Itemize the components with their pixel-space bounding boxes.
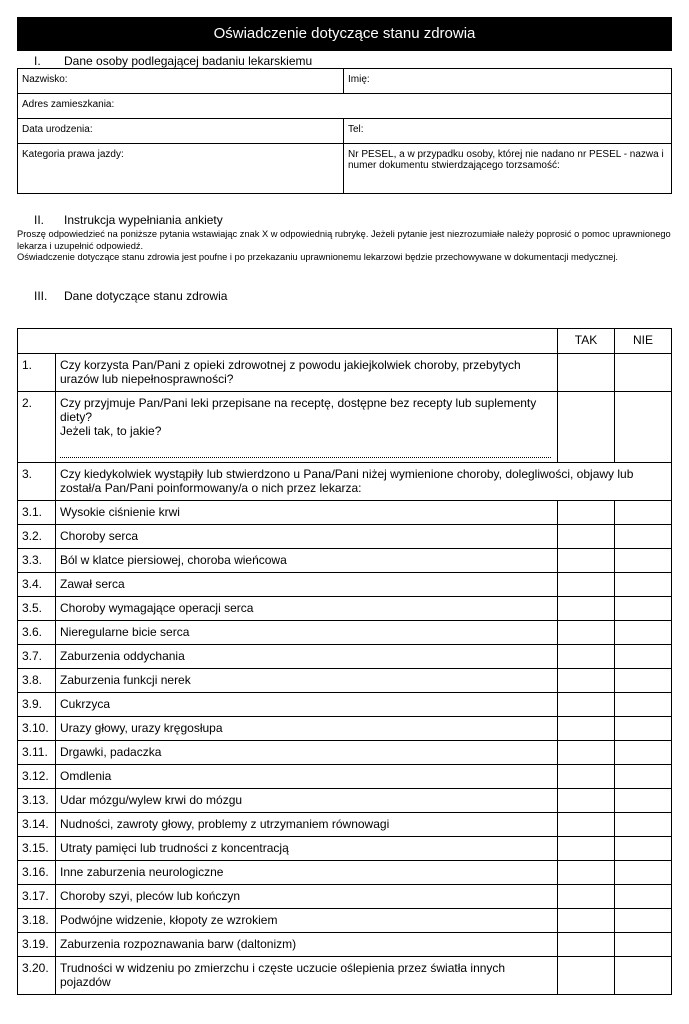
question-row — [18, 549, 672, 573]
item-number: 3.20. — [18, 957, 56, 995]
item-text: Zawał serca — [56, 573, 558, 597]
yes-checkbox[interactable] — [558, 909, 615, 933]
yes-checkbox[interactable] — [558, 741, 615, 765]
item-text: Choroby wymagające operacji serca — [56, 597, 558, 621]
no-checkbox[interactable] — [615, 392, 672, 463]
item-number: 3.10. — [18, 717, 56, 741]
yes-checkbox[interactable] — [558, 501, 615, 525]
item-number: 3.17. — [18, 885, 56, 909]
item-text: Zaburzenia funkcji nerek — [56, 669, 558, 693]
question-row — [18, 765, 672, 789]
table-header-row — [18, 329, 672, 354]
question-row — [18, 837, 672, 861]
question-number: 3. — [18, 463, 56, 501]
yes-checkbox[interactable] — [558, 597, 615, 621]
question-row-3 — [18, 463, 672, 501]
yes-checkbox[interactable] — [558, 861, 615, 885]
yes-checkbox[interactable] — [558, 957, 615, 995]
item-number: 3.4. — [18, 573, 56, 597]
question-number: 1. — [18, 354, 56, 392]
instruction-line-2: Oświadczenie dotyczące stanu zdrowia jest poufne i po przekazaniu uprawnionemu lekarzowi będzie przechowywane w dokumentacji medycznej. — [17, 252, 618, 262]
question-text: Czy kiedykolwiek wystąpiły lub stwierdzono u Pana/Pani niżej wymienione choroby, dolegliwości, objawy lub został/a Pan/Pani poinformowany/a o nich przez lekarza: — [56, 463, 672, 501]
license-category-field[interactable] — [18, 144, 344, 194]
question-row — [18, 933, 672, 957]
section-3-heading — [34, 289, 227, 303]
no-header: NIE — [615, 329, 672, 354]
yes-checkbox[interactable] — [558, 789, 615, 813]
phone-label: Tel: — [348, 124, 364, 135]
surname-label: Nazwisko: — [22, 74, 68, 85]
question-row — [18, 669, 672, 693]
no-checkbox[interactable] — [615, 957, 672, 995]
no-checkbox[interactable] — [615, 621, 672, 645]
item-number: 3.8. — [18, 669, 56, 693]
birthdate-label: Data urodzenia: — [22, 124, 93, 135]
no-checkbox[interactable] — [615, 597, 672, 621]
section-1-title: Dane osoby podlegającej badaniu lekarskiemu — [64, 54, 313, 68]
yes-checkbox[interactable] — [558, 549, 615, 573]
section-1-number: I. — [34, 54, 41, 68]
yes-checkbox[interactable] — [558, 573, 615, 597]
no-checkbox[interactable] — [615, 645, 672, 669]
question-row-2 — [18, 392, 672, 463]
item-number: 3.15. — [18, 837, 56, 861]
no-checkbox[interactable] — [615, 909, 672, 933]
firstname-field[interactable] — [344, 69, 672, 94]
no-checkbox[interactable] — [615, 354, 672, 392]
item-number: 3.9. — [18, 693, 56, 717]
no-checkbox[interactable] — [615, 501, 672, 525]
question-row — [18, 789, 672, 813]
item-number: 3.12. — [18, 765, 56, 789]
item-text: Drgawki, padaczka — [56, 741, 558, 765]
question-row — [18, 957, 672, 995]
yes-checkbox[interactable] — [558, 525, 615, 549]
no-checkbox[interactable] — [615, 717, 672, 741]
answer-dotted-line[interactable] — [60, 454, 551, 458]
question-text: Czy korzysta Pan/Pani z opieki zdrowotnej z powodu jakiejkolwiek choroby, przebytych urazów lub niepełnosprawności? — [56, 354, 558, 392]
no-checkbox[interactable] — [615, 813, 672, 837]
question-row — [18, 861, 672, 885]
question-row — [18, 909, 672, 933]
item-text: Choroby serca — [56, 525, 558, 549]
item-number: 3.13. — [18, 789, 56, 813]
item-text: Urazy głowy, urazy kręgosłupa — [56, 717, 558, 741]
license-category-label: Kategoria prawa jazdy: — [22, 149, 124, 160]
question-subtext: Jeżeli tak, to jakie? — [60, 424, 162, 438]
question-row — [18, 693, 672, 717]
no-checkbox[interactable] — [615, 933, 672, 957]
question-row — [18, 501, 672, 525]
item-text: Zaburzenia oddychania — [56, 645, 558, 669]
section-1-heading — [34, 54, 312, 68]
instruction-line-1: Proszę odpowiedzieć na poniższe pytania wstawiając znak X w odpowiednią rubrykę. Jeżeli pytanie jest niezrozumiałe należy poprosić o pomoc uprawnionego lekarza i uzupełnić odpowiedź. — [17, 229, 671, 251]
header-blank-cell — [18, 329, 558, 354]
question-row — [18, 621, 672, 645]
pesel-field[interactable] — [344, 144, 672, 194]
item-text: Trudności w widzeniu po zmierzchu i częste uczucie oślepienia przez światła innych pojazdów — [56, 957, 558, 995]
yes-checkbox[interactable] — [558, 765, 615, 789]
question-row-1 — [18, 354, 672, 392]
item-number: 3.6. — [18, 621, 56, 645]
item-text: Utraty pamięci lub trudności z koncentracją — [56, 837, 558, 861]
no-checkbox[interactable] — [615, 549, 672, 573]
no-checkbox[interactable] — [615, 789, 672, 813]
item-text: Nudności, zawroty głowy, problemy z utrzymaniem równowagi — [56, 813, 558, 837]
yes-checkbox[interactable] — [558, 693, 615, 717]
yes-checkbox[interactable] — [558, 392, 615, 463]
instructions — [17, 229, 677, 264]
item-number: 3.5. — [18, 597, 56, 621]
no-checkbox[interactable] — [615, 693, 672, 717]
no-checkbox[interactable] — [615, 573, 672, 597]
item-text: Zaburzenia rozpoznawania barw (daltonizm) — [56, 933, 558, 957]
section-2-number: II. — [34, 213, 45, 227]
no-checkbox[interactable] — [615, 525, 672, 549]
no-checkbox[interactable] — [615, 885, 672, 909]
yes-checkbox[interactable] — [558, 933, 615, 957]
question-row — [18, 885, 672, 909]
personal-data-table — [17, 68, 672, 194]
yes-checkbox[interactable] — [558, 813, 615, 837]
question-row — [18, 573, 672, 597]
yes-checkbox[interactable] — [558, 717, 615, 741]
item-number: 3.16. — [18, 861, 56, 885]
no-checkbox[interactable] — [615, 741, 672, 765]
question-number: 2. — [18, 392, 56, 463]
item-number: 3.11. — [18, 741, 56, 765]
question-row — [18, 717, 672, 741]
section-2-title: Instrukcja wypełniania ankiety — [64, 213, 223, 227]
item-text: Podwójne widzenie, kłopoty ze wzrokiem — [56, 909, 558, 933]
yes-checkbox[interactable] — [558, 669, 615, 693]
address-label: Adres zamieszkania: — [22, 99, 115, 110]
yes-checkbox[interactable] — [558, 354, 615, 392]
yes-checkbox[interactable] — [558, 885, 615, 909]
item-number: 3.19. — [18, 933, 56, 957]
item-text: Omdlenia — [56, 765, 558, 789]
yes-checkbox[interactable] — [558, 837, 615, 861]
no-checkbox[interactable] — [615, 669, 672, 693]
pesel-label: Nr PESEL, a w przypadku osoby, której nie nadano nr PESEL - nazwa i numer dokumentu stwierdzającego torzsamość: — [348, 149, 664, 171]
birthdate-field[interactable] — [18, 119, 344, 144]
form-title: Oświadczenie dotyczące stanu zdrowia — [17, 17, 672, 51]
item-number: 3.7. — [18, 645, 56, 669]
yes-header: TAK — [558, 329, 615, 354]
item-number: 3.3. — [18, 549, 56, 573]
item-number: 3.2. — [18, 525, 56, 549]
no-checkbox[interactable] — [615, 837, 672, 861]
item-number: 3.1. — [18, 501, 56, 525]
section-2-heading — [34, 213, 223, 227]
address-field[interactable] — [18, 94, 672, 119]
question-row — [18, 525, 672, 549]
item-text: Udar mózgu/wylew krwi do mózgu — [56, 789, 558, 813]
item-text: Choroby szyi, pleców lub kończyn — [56, 885, 558, 909]
health-questions-table — [17, 328, 672, 995]
item-text: Wysokie ciśnienie krwi — [56, 501, 558, 525]
item-text: Inne zaburzenia neurologiczne — [56, 861, 558, 885]
question-row — [18, 813, 672, 837]
firstname-label: Imię: — [348, 74, 370, 85]
item-number: 3.14. — [18, 813, 56, 837]
question-row — [18, 741, 672, 765]
question-text: Czy przyjmuje Pan/Pani leki przepisane na receptę, dostępne bez recepty lub suplementy diety? — [60, 396, 537, 424]
question-row — [18, 645, 672, 669]
item-text: Nieregularne bicie serca — [56, 621, 558, 645]
item-number: 3.18. — [18, 909, 56, 933]
no-checkbox[interactable] — [615, 765, 672, 789]
question-row — [18, 597, 672, 621]
item-text: Cukrzyca — [56, 693, 558, 717]
phone-field[interactable] — [344, 119, 672, 144]
yes-checkbox[interactable] — [558, 645, 615, 669]
no-checkbox[interactable] — [615, 861, 672, 885]
yes-checkbox[interactable] — [558, 621, 615, 645]
item-text: Ból w klatce piersiowej, choroba wieńcowa — [56, 549, 558, 573]
section-3-number: III. — [34, 289, 48, 303]
section-3-title: Dane dotyczące stanu zdrowia — [64, 289, 228, 303]
surname-field[interactable] — [18, 69, 344, 94]
